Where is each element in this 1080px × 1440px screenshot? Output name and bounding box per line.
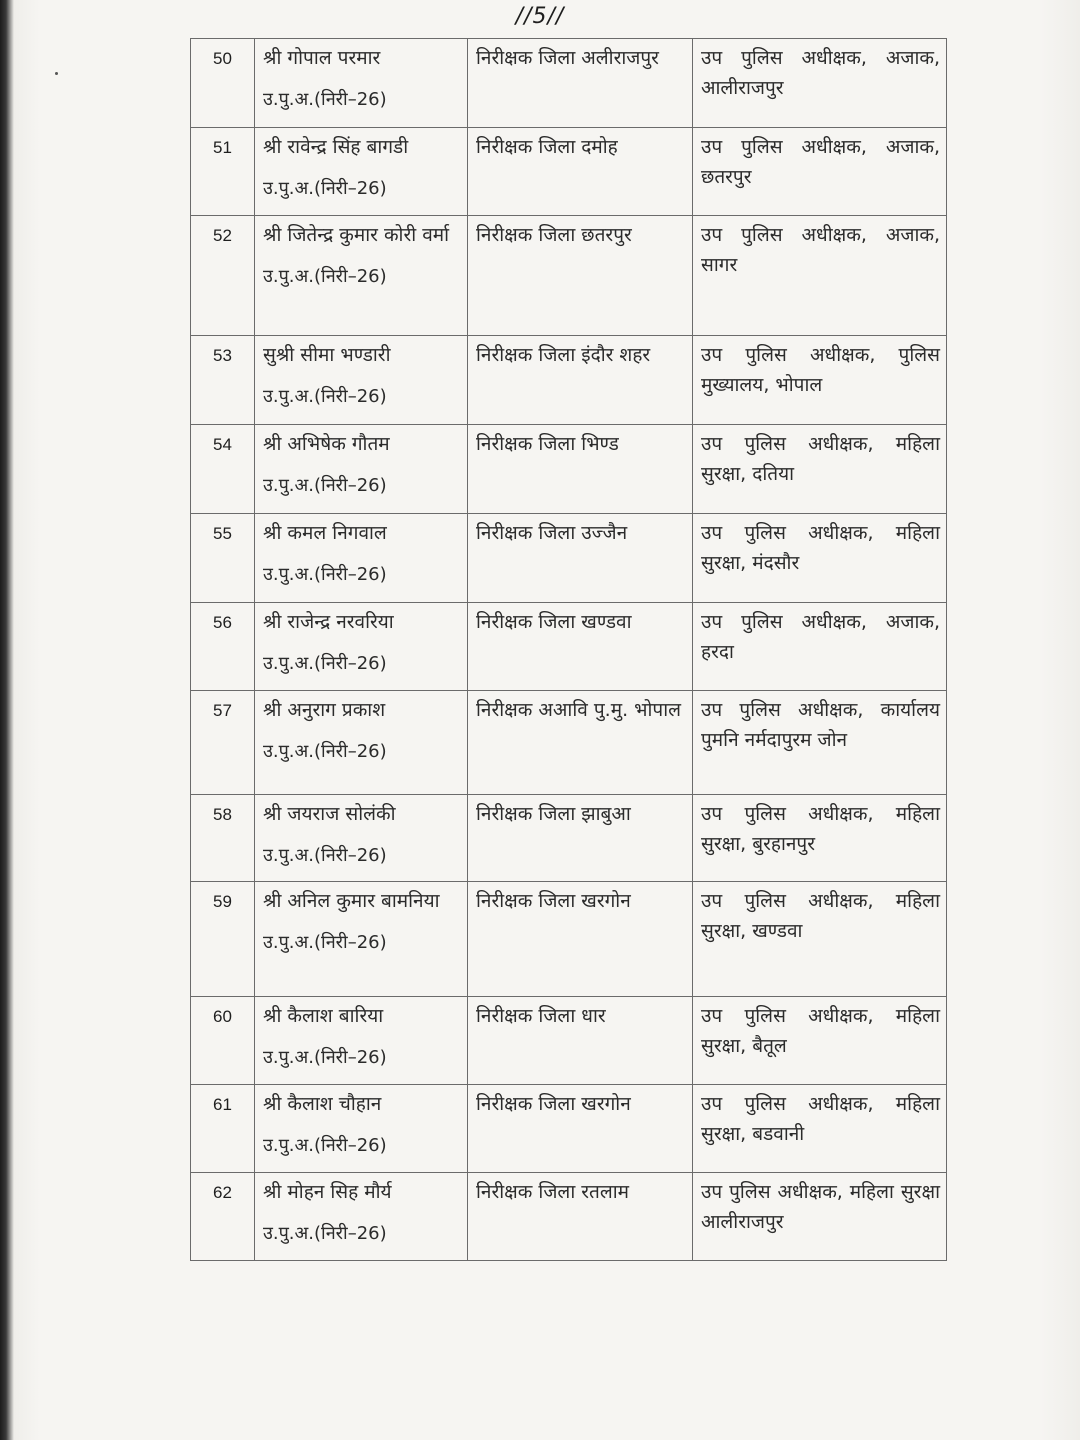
officer-rank: उ.पु.अ.(निरी–26) — [263, 845, 387, 866]
officer-name: सुश्री सीमा भण्डारी — [263, 344, 391, 366]
new-posting: उप पुलिस अधीक्षक, अजाक, छतरपुर — [693, 128, 947, 216]
new-posting: उप पुलिस अधीक्षक, महिला सुरक्षा, बुरहानपुर — [693, 795, 947, 882]
new-posting: उप पुलिस अधीक्षक, महिला सुरक्षा, बडवानी — [693, 1085, 947, 1173]
officer-cell — [255, 514, 468, 603]
officer-rank: उ.पु.अ.(निरी–26) — [263, 653, 387, 674]
current-posting: निरीक्षक जिला खरगोन — [468, 882, 693, 997]
officer-cell — [255, 997, 468, 1085]
officer-rank: उ.पु.अ.(निरी–26) — [263, 178, 387, 199]
table-row — [191, 691, 947, 795]
page-number: //5// — [515, 4, 565, 29]
serial-number: 62 — [191, 1173, 255, 1261]
new-posting: उप पुलिस अधीक्षक, कार्यालय पुमनि नर्मदापुरम जोन — [693, 691, 947, 795]
officer-rank: उ.पु.अ.(निरी–26) — [263, 266, 387, 287]
table-row — [191, 1173, 947, 1261]
officer-rank: उ.पु.अ.(निरी–26) — [263, 1047, 387, 1068]
officer-rank: उ.पु.अ.(निरी–26) — [263, 89, 387, 110]
new-posting: उप पुलिस अधीक्षक, महिला सुरक्षा, खण्डवा — [693, 882, 947, 997]
officer-cell — [255, 882, 468, 997]
new-posting: उप पुलिस अधीक्षक, अजाक, हरदा — [693, 603, 947, 691]
officer-name: श्री गोपाल परमार — [263, 47, 381, 69]
officer-name: श्री जयराज सोलंकी — [263, 803, 396, 825]
current-posting: निरीक्षक जिला भिण्ड — [468, 425, 693, 514]
officer-rank: उ.पु.अ.(निरी–26) — [263, 741, 387, 762]
officer-cell — [255, 128, 468, 216]
table-row — [191, 39, 947, 128]
officer-name: श्री राजेन्द्र नरवरिया — [263, 611, 394, 633]
officer-cell — [255, 425, 468, 514]
serial-number: 54 — [191, 425, 255, 514]
current-posting: निरीक्षक जिला धार — [468, 997, 693, 1085]
officer-cell — [255, 1085, 468, 1173]
officer-name: श्री अभिषेक गौतम — [263, 433, 390, 455]
officer-cell — [255, 603, 468, 691]
serial-number: 57 — [191, 691, 255, 795]
table-row — [191, 425, 947, 514]
officer-name: श्री रावेन्द्र सिंह बागडी — [263, 136, 409, 158]
table-row — [191, 997, 947, 1085]
officer-rank: उ.पु.अ.(निरी–26) — [263, 1135, 387, 1156]
serial-number: 58 — [191, 795, 255, 882]
serial-number: 51 — [191, 128, 255, 216]
new-posting: उप पुलिस अधीक्षक, महिला सुरक्षा आलीराजपुर — [693, 1173, 947, 1261]
officer-name: श्री कमल निगवाल — [263, 522, 387, 544]
new-posting: उप पुलिस अधीक्षक, अजाक, सागर — [693, 216, 947, 336]
new-posting: उप पुलिस अधीक्षक, महिला सुरक्षा, बैतूल — [693, 997, 947, 1085]
table-row — [191, 128, 947, 216]
current-posting: निरीक्षक अआवि पु.मु. भोपाल — [468, 691, 693, 795]
officer-name: श्री कैलाश चौहान — [263, 1093, 382, 1115]
serial-number: 52 — [191, 216, 255, 336]
officer-rank: उ.पु.अ.(निरी–26) — [263, 564, 387, 585]
table-row — [191, 514, 947, 603]
table-row — [191, 336, 947, 425]
current-posting: निरीक्षक जिला झाबुआ — [468, 795, 693, 882]
transfer-table — [190, 38, 947, 1261]
table-row — [191, 1085, 947, 1173]
current-posting: निरीक्षक जिला छतरपुर — [468, 216, 693, 336]
serial-number: 61 — [191, 1085, 255, 1173]
officer-cell — [255, 691, 468, 795]
serial-number: 56 — [191, 603, 255, 691]
officer-cell — [255, 39, 468, 128]
table-row — [191, 882, 947, 997]
officer-rank: उ.पु.अ.(निरी–26) — [263, 386, 387, 407]
new-posting: उप पुलिस अधीक्षक, अजाक, आलीराजपुर — [693, 39, 947, 128]
table-row — [191, 795, 947, 882]
officer-name: श्री अनिल कुमार बामनिया — [263, 890, 440, 912]
new-posting: उप पुलिस अधीक्षक, महिला सुरक्षा, मंदसौर — [693, 514, 947, 603]
table-row — [191, 216, 947, 336]
current-posting: निरीक्षक जिला दमोह — [468, 128, 693, 216]
serial-number: 60 — [191, 997, 255, 1085]
officer-rank: उ.पु.अ.(निरी–26) — [263, 1223, 387, 1244]
current-posting: निरीक्षक जिला खरगोन — [468, 1085, 693, 1173]
officer-name: श्री अनुराग प्रकाश — [263, 699, 386, 721]
serial-number: 53 — [191, 336, 255, 425]
officer-name: श्री मोहन सिह मौर्य — [263, 1181, 392, 1203]
serial-number: 50 — [191, 39, 255, 128]
officer-cell — [255, 795, 468, 882]
current-posting: निरीक्षक जिला उज्जैन — [468, 514, 693, 603]
officer-cell — [255, 216, 468, 336]
current-posting: निरीक्षक जिला इंदौर शहर — [468, 336, 693, 425]
officer-name: श्री कैलाश बारिया — [263, 1005, 384, 1027]
officer-rank: उ.पु.अ.(निरी–26) — [263, 475, 387, 496]
new-posting: उप पुलिस अधीक्षक, पुलिस मुख्यालय, भोपाल — [693, 336, 947, 425]
table-row — [191, 603, 947, 691]
serial-number: 55 — [191, 514, 255, 603]
current-posting: निरीक्षक जिला खण्डवा — [468, 603, 693, 691]
paper-speck — [55, 72, 58, 75]
transfer-table-body — [191, 39, 947, 1261]
officer-cell — [255, 1173, 468, 1261]
serial-number: 59 — [191, 882, 255, 997]
officer-rank: उ.पु.अ.(निरी–26) — [263, 932, 387, 953]
current-posting: निरीक्षक जिला रतलाम — [468, 1173, 693, 1261]
new-posting: उप पुलिस अधीक्षक, महिला सुरक्षा, दतिया — [693, 425, 947, 514]
current-posting: निरीक्षक जिला अलीराजपुर — [468, 39, 693, 128]
officer-cell — [255, 336, 468, 425]
officer-name: श्री जितेन्द्र कुमार कोरी वर्मा — [263, 224, 450, 246]
